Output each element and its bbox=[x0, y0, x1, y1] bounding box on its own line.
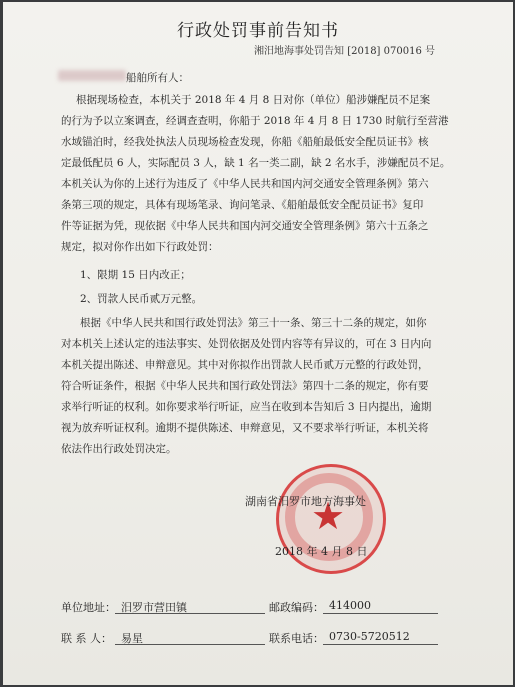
notice-document bbox=[3, 2, 513, 685]
address-label: 单位地址： bbox=[61, 601, 116, 614]
body-line-8: 规定，拟对你作出如下行政处罚： bbox=[61, 241, 219, 253]
issue-date: 2018 年 4 月 8 日 bbox=[275, 545, 368, 558]
notice-line-2: 对本机关上述认定的违法事实、处罚依据及处罚内容等有异议的，可在 3 日内向 bbox=[61, 338, 432, 350]
seal-star-icon: ★ bbox=[311, 494, 346, 538]
body-line-3: 水域锚泊时，经我处执法人员现场检查发现，你船《船舶最低安全配员证书》核 bbox=[61, 136, 429, 148]
notice-line-3: 本机关提出陈述、申辩意见。其中对你拟作出罚款人民币贰万元整的行政处罚， bbox=[61, 359, 429, 371]
contact-label: 联 系 人： bbox=[61, 632, 112, 645]
penalty-1: 1、限期 15 日内改正； bbox=[80, 269, 191, 281]
notice-line-4: 符合听证条件，根据《中华人民共和国行政处罚法》第四十二条的规定，你有要 bbox=[61, 380, 429, 392]
phone-label: 联系电话： bbox=[269, 632, 324, 645]
penalty-2: 2、罚款人民币贰万元整。 bbox=[80, 293, 203, 305]
body-line-7: 件等证据为凭，现依据《中华人民共和国内河交通安全管理条例》第六十五条之 bbox=[61, 220, 429, 232]
document-title: 行政处罚事前告知书 bbox=[177, 21, 339, 41]
notice-line-1: 根据《中华人民共和国行政处罚法》第三十一条、第三十二条的规定，如你 bbox=[80, 317, 427, 329]
postcode-label: 邮政编码： bbox=[269, 601, 324, 614]
contact-value: 易星 bbox=[115, 630, 265, 645]
body-line-6: 条第三项的规定，具体有现场笔录、询问笔录、《船舶最低安全配员证书》复印 bbox=[61, 199, 424, 211]
address-value: 汨罗市营田镇 bbox=[115, 599, 265, 614]
notice-line-6: 视为放弃听证权利。逾期不提供陈述、申辩意见，又不要求举行听证，本机关将 bbox=[61, 422, 429, 434]
issuing-organization: 湖南省汨罗市地方海事处 bbox=[245, 495, 366, 508]
postcode-value: 414000 bbox=[323, 599, 438, 614]
body-line-1: 根据现场检查，本机关于 2018 年 4 月 8 日对你（单位）船涉嫌配员不足案 bbox=[76, 94, 431, 106]
body-line-4: 定最低配员 6 人，实际配员 3 人，缺 1 名一类二副，缺 2 名水手，涉嫌配员不足。 bbox=[61, 157, 451, 169]
redacted-name bbox=[58, 70, 126, 81]
notice-line-5: 求举行听证的权利。如你要求举行听证，应当在收到本告知后 3 日内提出，逾期 bbox=[61, 401, 432, 413]
phone-value: 0730-5720512 bbox=[323, 630, 438, 645]
notice-line-7: 依法作出行政处罚决定。 bbox=[61, 443, 177, 455]
document-number: 湘汨地海事处罚告知 [2018] 070016 号 bbox=[254, 46, 435, 57]
body-line-5: 本机关认为你的上述行为违反了《中华人民共和国内河交通安全管理条例》第六 bbox=[61, 178, 429, 190]
body-line-2: 的行为予以立案调查，经调查查明，你船于 2018 年 4 月 8 日 1730 时航行至营港 bbox=[61, 115, 449, 127]
addressee: 船舶所有人： bbox=[126, 72, 189, 84]
